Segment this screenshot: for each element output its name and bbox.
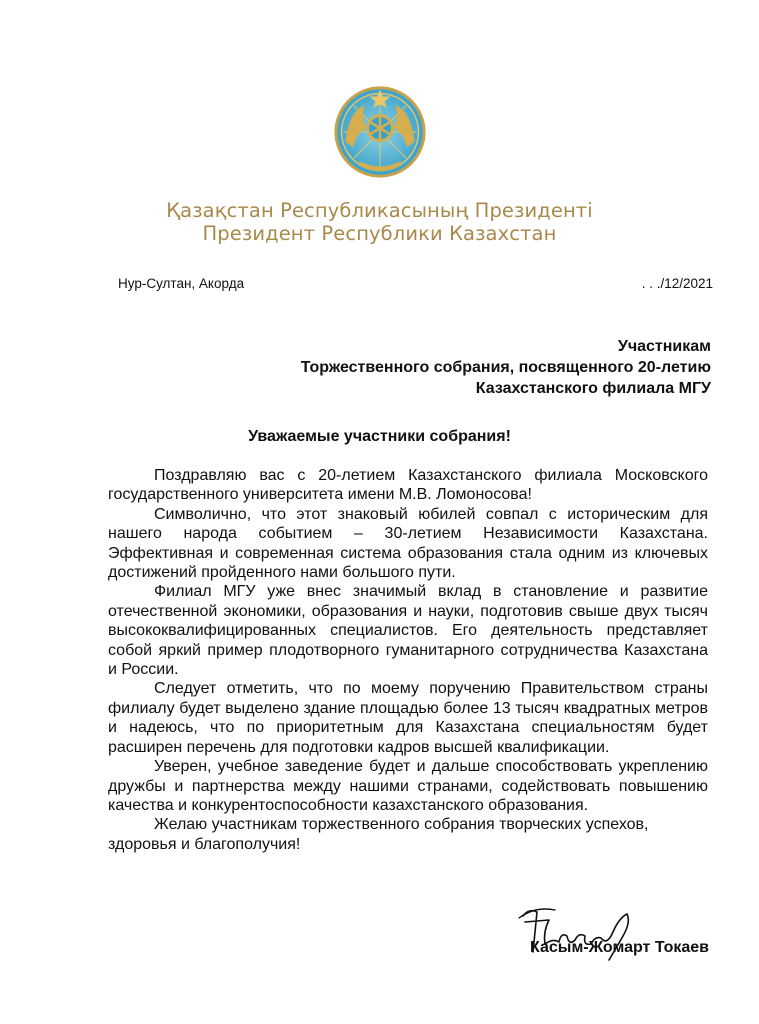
paragraph: Следует отметить, что по моему поручению Правительством страны филиалу будет выделено здание площадью более 13 тысяч квадратных метров и надеюсь, что по приоритетным для Казахстана специальностям будет расширен перечень для подготовки кадров высшей квалификации. [108, 680, 708, 756]
paragraph: Уверен, учебное заведение будет и дальше способствовать укреплению дружбы и партнерства между нашими странами, содействовать повышению качества и конкурентоспособности казахстанского образования. [108, 758, 708, 814]
addressee [301, 336, 711, 399]
letterhead-russian: Президент Республики Казахстан [202, 222, 557, 245]
paragraph: Желаю участникам торжественного собрания творческих успехов, здоровья и благополучия! [108, 816, 649, 853]
place: Нур-Султан, Акорда [118, 276, 245, 291]
addressee-line: Казахстанского филиала МГУ [475, 380, 711, 397]
paragraph: Поздравляю вас с 20-летием Казахстанского филиала Московского государственного университета имени М.В. Ломоносова! [108, 467, 708, 504]
letterhead-kazakh: Қазақстан Республикасының Президенті [166, 199, 593, 222]
addressee-line: Торжественного собрания, посвященного 20-летию [300, 359, 711, 376]
paragraph: Символично, что этот знаковый юбилей совпал с историческим для нашего народа событием – 30-летием Независимости Казахстана. Эффективная и современная система образования стала одним из ключевых достижений пройденного нами большого пути. [108, 505, 708, 582]
addressee-line: Участникам [617, 338, 711, 355]
date: . . ./12/2021 [641, 276, 713, 291]
greeting: Уважаемые участники собрания! [248, 428, 511, 445]
paragraph: Филиал МГУ уже внес значимый вклад в становление и развитие отечественной экономики, образования и науки, подготовив свыше двух тысяч высококвалифицированных специалистов. Его деятельность представляет собой яркий пример плодотворного гуманитарного сотрудничества Казахстана и России. [108, 583, 708, 679]
letter-body [108, 466, 708, 854]
state-emblem-icon [332, 84, 428, 180]
signer-name: Касым-Жомарт Токаев [530, 939, 709, 956]
